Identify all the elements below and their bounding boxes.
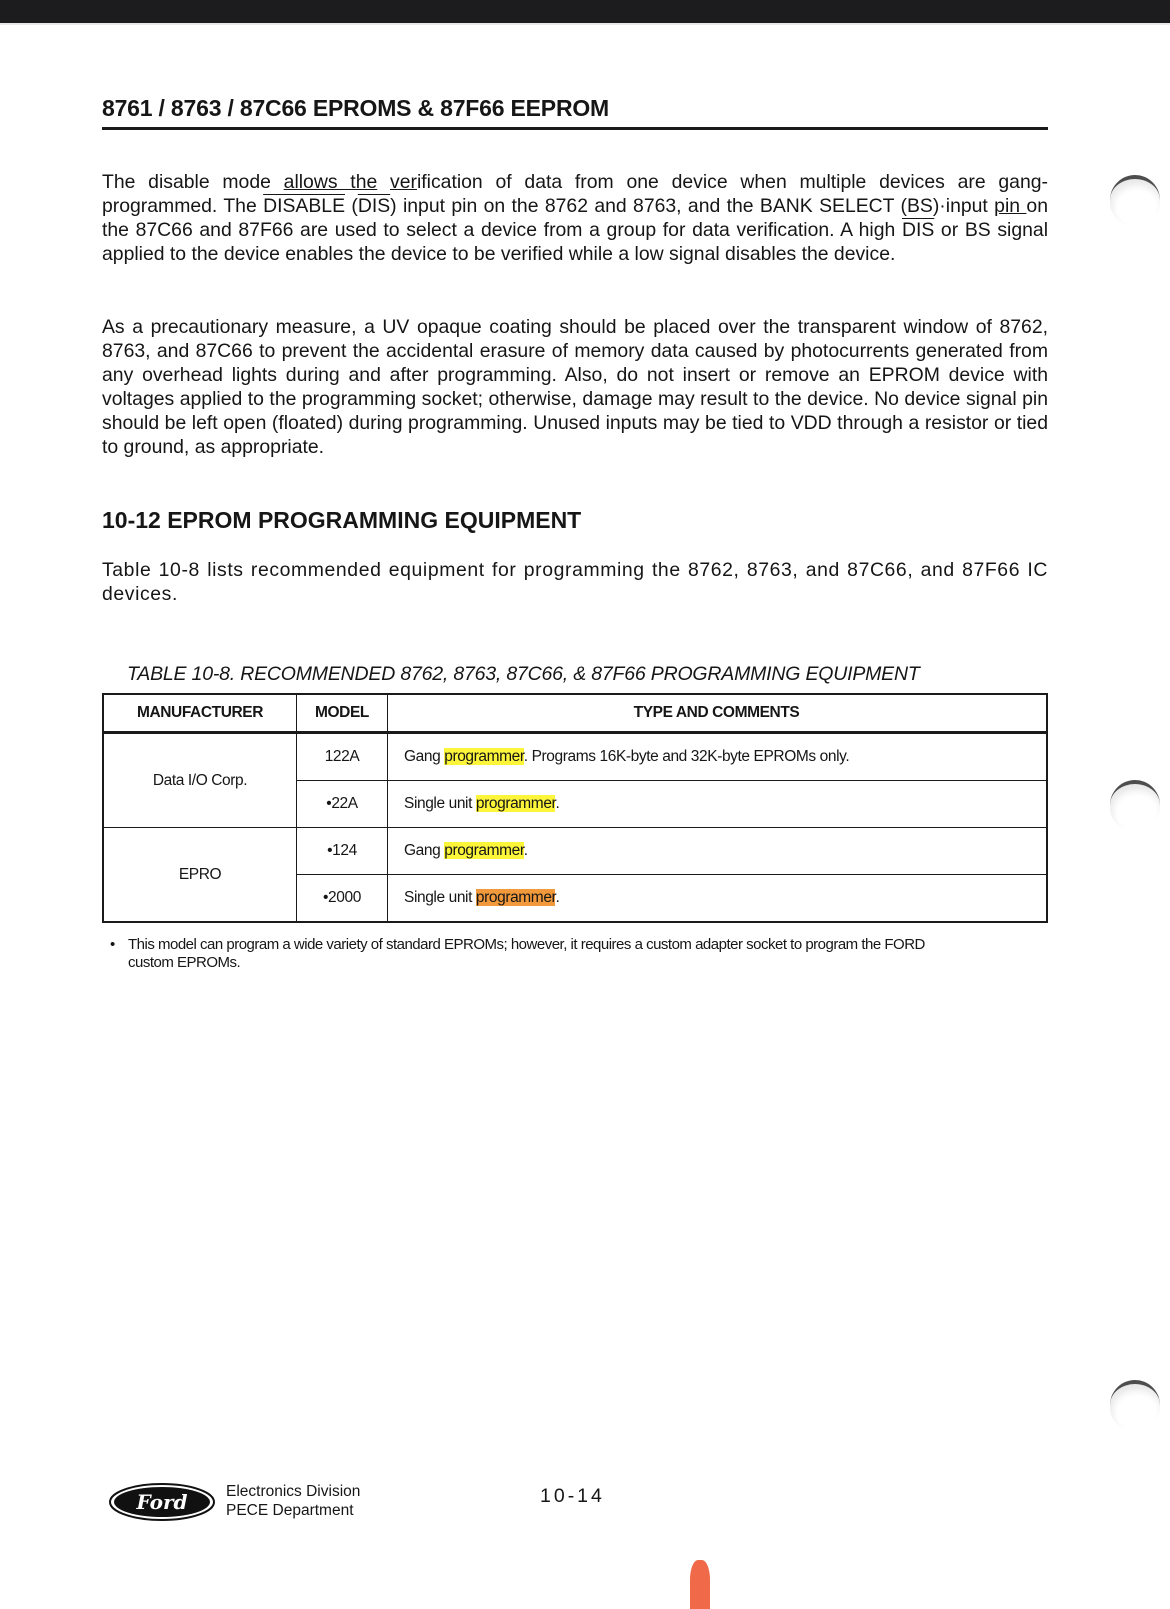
model-cell: •22A bbox=[297, 781, 388, 828]
red-marker-smudge bbox=[690, 1560, 710, 1609]
model-cell: •2000 bbox=[297, 875, 388, 923]
underlined-text: allows the bbox=[283, 171, 378, 193]
comment-text: Single unit bbox=[404, 889, 476, 906]
table-footnote bbox=[110, 936, 1040, 972]
comment-text: . bbox=[555, 889, 560, 906]
bullet-icon: • bbox=[110, 936, 115, 953]
comment-text: Single unit bbox=[404, 795, 476, 812]
overlined-signal-dis: $\overline{DIS}$ bbox=[357, 195, 391, 217]
underlined-text: ver bbox=[390, 171, 417, 193]
manufacturer-cell: Data I/O Corp. bbox=[103, 733, 297, 828]
footer-organization bbox=[226, 1482, 360, 1520]
ford-logo-icon bbox=[108, 1482, 216, 1522]
footnote-text: custom EPROMs. bbox=[128, 954, 241, 971]
highlighted-term: programmer bbox=[444, 748, 524, 765]
comment-cell bbox=[388, 828, 1048, 875]
comment-text: Gang bbox=[404, 842, 445, 859]
comment-cell bbox=[388, 875, 1048, 923]
header-model: MODEL bbox=[297, 694, 388, 733]
section-title: 10-12 EPROM PROGRAMMING EQUIPMENT bbox=[102, 507, 582, 533]
header-manufacturer: MANUFACTURER bbox=[103, 694, 297, 733]
table-header-row bbox=[103, 694, 1047, 733]
ford-logo-text: Ford bbox=[136, 1490, 188, 1514]
text-run: or BS signal applied to the device enables the device to be verified while a low signal disables the device. bbox=[102, 219, 1049, 265]
text-run: The disable mode bbox=[102, 171, 284, 193]
comment-cell bbox=[388, 781, 1048, 828]
underlined-text: pin bbox=[994, 195, 1027, 217]
comment-text: Gang bbox=[404, 748, 445, 765]
highlighted-term: programmer bbox=[475, 795, 556, 812]
comment-text: . bbox=[523, 842, 528, 859]
overlined-signal-disable: DISABLE bbox=[263, 195, 346, 217]
highlighted-term-active: programmer bbox=[475, 889, 556, 906]
header-type-comments: TYPE AND COMMENTS bbox=[388, 694, 1048, 733]
top-status-bar bbox=[0, 0, 1170, 25]
comment-text: . Programs 16K-byte and 32K-byte EPROMs only. bbox=[523, 748, 850, 765]
footer-division: Electronics Division bbox=[226, 1483, 361, 1500]
document-page bbox=[0, 25, 1170, 1609]
text-run: ) input pin on the 8762 and 8763, and the BANK SELECT (BS)·input bbox=[390, 195, 995, 217]
equipment-table bbox=[102, 693, 1048, 923]
binder-hole-icon bbox=[1110, 1380, 1160, 1430]
comment-cell bbox=[388, 733, 1048, 781]
text-run: ( bbox=[345, 195, 358, 217]
footnote-text: This model can program a wide variety of standard EPROMs; however, it requires a custom adapter socket to program the FORD bbox=[128, 936, 925, 953]
table-caption: TABLE 10-8. RECOMMENDED 8762, 8763, 87C66, & 87F66 PROGRAMMING EQUIPMENT bbox=[127, 663, 920, 685]
comment-text: . bbox=[555, 795, 560, 812]
highlighted-term: programmer bbox=[444, 842, 524, 859]
page-number: 10-14 bbox=[540, 1485, 605, 1507]
text-run bbox=[377, 171, 390, 193]
paragraph-precaution: As a precautionary measure, a UV opaque coating should be placed over the transparent window of 8762, 8763, and 87C66 to prevent the accidental erasure of memory data caused by photocurrents generated from any overhead lights during and after programming. Also, do not insert or remove an EPROM device with voltages applied to the programming socket; otherwise, damage may result to the device. No device signal pin should be left open (floated) during programming. Unused inputs may be tied to VDD through a resistor or tied to ground, as appropriate. bbox=[102, 316, 1048, 458]
table-row bbox=[103, 733, 1047, 781]
text-run: on the 87C66 and 87F66 are used to select a device from a group for data verification. A high bbox=[102, 195, 1048, 241]
table-row bbox=[103, 828, 1047, 875]
model-cell: 122A bbox=[297, 733, 388, 781]
document-header-title: 8761 / 8763 / 87C66 EPROMS & 87F66 EEPROM bbox=[102, 95, 1048, 130]
model-cell: •124 bbox=[297, 828, 388, 875]
paragraph-disable-mode bbox=[102, 170, 1048, 266]
binder-hole-icon bbox=[1110, 780, 1160, 830]
overlined-signal-dis: $\overline{DIS}$ bbox=[901, 219, 935, 241]
section-intro: Table 10-8 lists recommended equipment for programming the 8762, 8763, and 87C66, and 87F66 IC devices. bbox=[102, 559, 1048, 605]
binder-hole-icon bbox=[1110, 175, 1160, 225]
text-run: ification of data from one device when multiple devices are gang-programmed. The bbox=[102, 171, 1048, 217]
footer-department: PECE Department bbox=[226, 1502, 354, 1519]
manufacturer-cell: EPRO bbox=[103, 828, 297, 923]
